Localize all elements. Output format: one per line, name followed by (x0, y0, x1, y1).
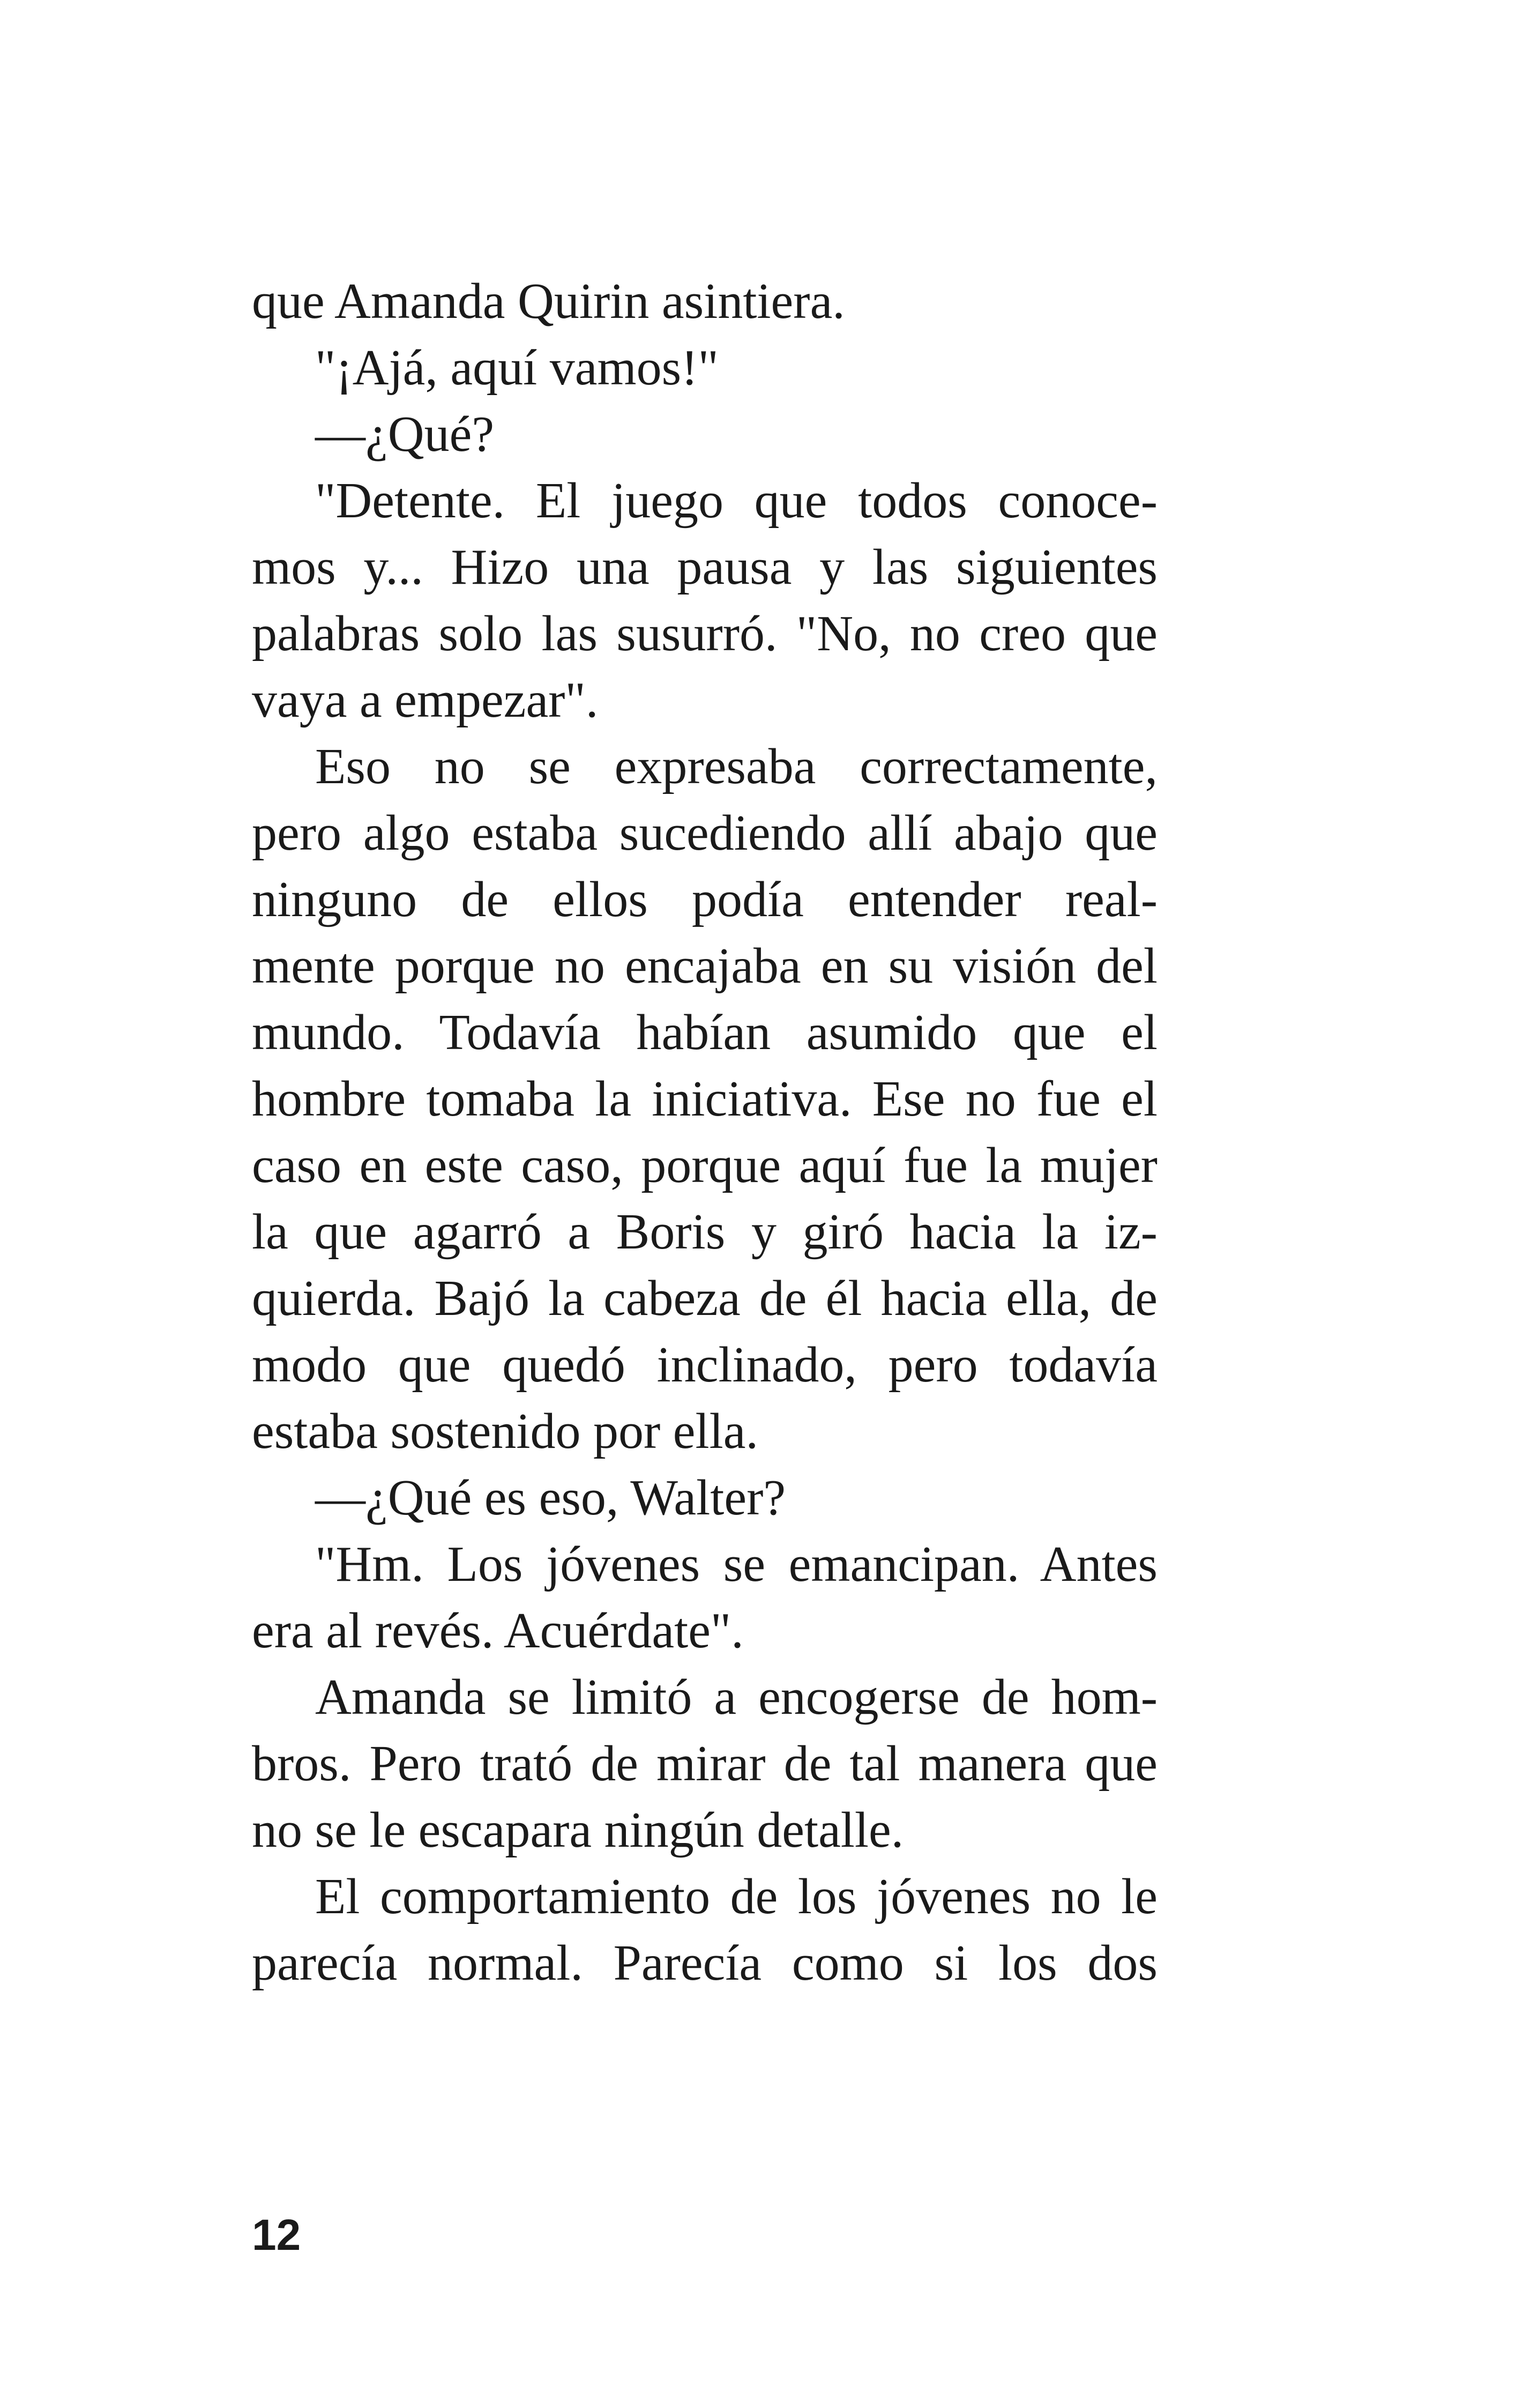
text-line: que Amanda Quirin asintiera. (252, 273, 845, 329)
text-line: hombre tomaba la iniciativa. Ese no fue el (252, 1071, 1158, 1127)
text-line: palabras solo las susurró. "No, no creo que (252, 606, 1158, 662)
text-line: "Detente. El juego que todos conoce- (315, 473, 1158, 529)
text-line: —¿Qué es eso, Walter? (315, 1470, 786, 1526)
text-line: mos y... Hizo una pausa y las siguientes (252, 539, 1158, 595)
text-line: no se le escapara ningún detalle. (252, 1802, 904, 1858)
text-line: mundo. Todavía habían asumido que el (252, 1005, 1158, 1060)
text-line: ninguno de ellos podía entender real- (252, 872, 1158, 927)
text-line: era al revés. Acuérdate". (252, 1603, 744, 1659)
text-line: "Hm. Los jóvenes se emancipan. Antes (315, 1536, 1158, 1592)
body-text (252, 268, 1158, 1996)
text-line: El comportamiento de los jóvenes no le (315, 1869, 1158, 1924)
text-line: Eso no se expresaba correctamente, (315, 739, 1158, 794)
text-line: quierda. Bajó la cabeza de él hacia ella, de (252, 1270, 1158, 1326)
text-line: mente porque no encajaba en su visión del (252, 938, 1158, 994)
text-line: bros. Pero trató de mirar de tal manera que (252, 1736, 1158, 1792)
text-line: parecía normal. Parecía como si los dos (252, 1935, 1158, 1991)
text-line: —¿Qué? (315, 406, 495, 462)
text-line: la que agarró a Boris y giró hacia la iz- (252, 1204, 1158, 1260)
text-line: modo que quedó inclinado, pero todavía (252, 1337, 1158, 1393)
text-line: "¡Ajá, aquí vamos!" (315, 340, 719, 396)
text-line: Amanda se limitó a encogerse de hom- (315, 1669, 1158, 1725)
text-line: vaya a empezar". (252, 672, 599, 728)
text-line: pero algo estaba sucediendo allí abajo que (252, 805, 1158, 861)
page-number: 12 (252, 2211, 301, 2260)
text-line: caso en este caso, porque aquí fue la mujer (252, 1138, 1158, 1193)
text-line: estaba sostenido por ella. (252, 1403, 758, 1459)
